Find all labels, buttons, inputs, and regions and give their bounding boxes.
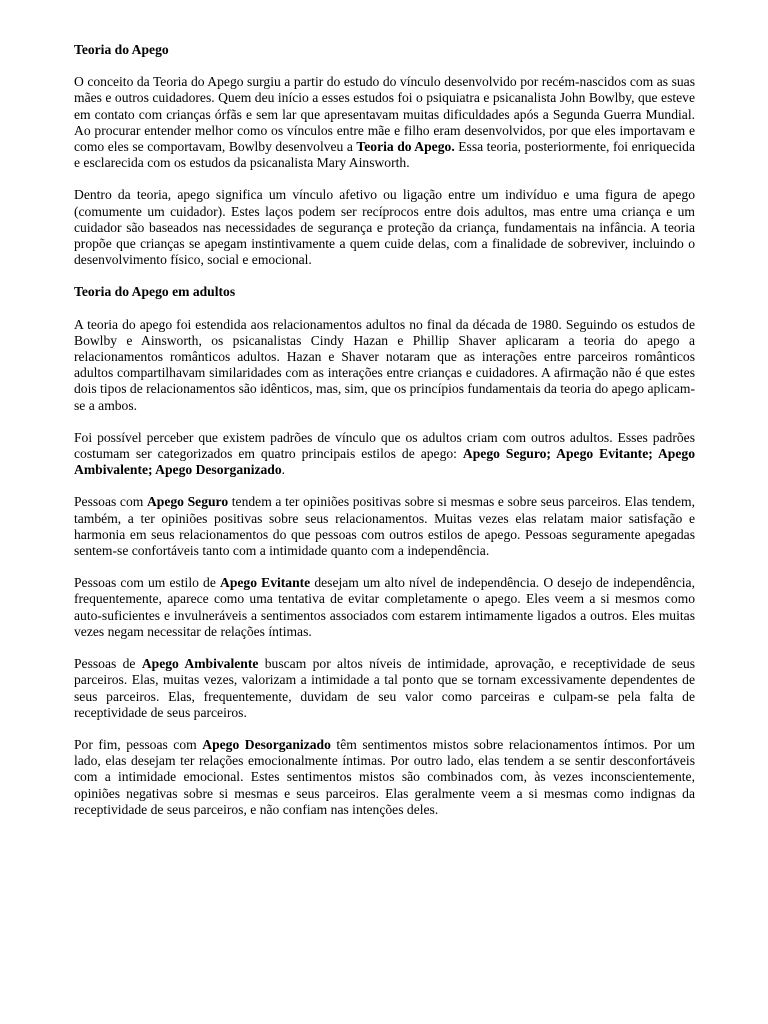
paragraph-avoidant-text-end: desejam um alto nível de independência. O desejo de independência, frequentemente, aparece como uma tentativa de evitar completamente o apego. Eles veem a si mesmos como auto-suficientes e invulneráveis a sentimentos associados com estarem intimamente ligados a outros. Eles muitas vezes negam necessitar de relações íntimas. [74, 575, 695, 639]
paragraph-intro-text: O conceito da Teoria do Apego surgiu a partir do estudo do vínculo desenvolvido por recém-nascidos com as suas mães e outros cuidadores. Quem deu início a esses estudos foi o psiquiatra e psicanalista John Bowlby, que esteve em contato com crianças órfãs e sem lar que apresentavam muitas dificuldades após a Segunda Guerra Mundial. Ao procurar entender melhor como os vínculos entre mãe e filho eram desenvolvidos, por que eles importavam e como eles se comportavam, Bowlby desenvolveu a [74, 74, 695, 155]
paragraph-ambivalent-text: Pessoas de [74, 656, 142, 672]
paragraph-secure-text: Pessoas com [74, 494, 147, 510]
paragraph-definition: Dentro da teoria, apego significa um vínculo afetivo ou ligação entre um indivíduo e uma figura de apego (comumente um cuidador). Estes laços podem ser recíprocos entre dois adultos, mas entre uma criança e um cuidador são baseados nas necessidades de segurança e proteção da criança, fundamentais na infância. A teoria propõe que crianças se apegam instintivamente a quem cuide delas, com a finalidade de sobreviver, incluindo o desenvolvimento físico, social e emocional. [74, 187, 695, 268]
paragraph-disorganized [74, 737, 695, 818]
paragraph-adults: A teoria do apego foi estendida aos relacionamentos adultos no final da década de 1980. Seguindo os estudos de Bowlby e Ainsworth, os psicanalistas Cindy Hazan e Phillip Shaver aplicaram a teoria do apego a relacionamentos românticos adultos. Hazan e Shaver notaram que as interações entre parceiros românticos adultos compartilhavam similaridades com as interações entre crianças e cuidadores. A afirmação não é que estes dois tipos de relacionamentos são idênticos, mas, sim, que os princípios fundamentais da teoria do apego aplicam-se a ambos. [74, 316, 696, 413]
paragraph-styles-text: Foi possível perceber que existem padrões de vínculo que os adultos criam com outros adultos. Esses padrões costumam ser categorizados em quatro principais estilos de apego: [74, 429, 695, 462]
paragraph-styles-text-end: . [281, 462, 286, 478]
paragraph-intro-text-end: Essa teoria, posteriormente, foi enriquecida e esclarecida com os estudos da psicanalista Mary Ainsworth. [74, 139, 695, 171]
paragraph-styles-bold: Apego Seguro; Apego Evitante; Apego Ambivalente; Apego Desorganizado [74, 446, 695, 478]
document-title: Teoria do Apego [74, 42, 169, 57]
paragraph-intro-bold: Teoria do Apego. [356, 139, 455, 155]
paragraph-avoidant-bold: Apego Evitante [220, 575, 311, 591]
document-page [74, 42, 695, 834]
paragraph-disorganized-text: Por fim, pessoas com [74, 736, 203, 752]
paragraph-secure [74, 494, 695, 559]
paragraph-ambivalent [74, 656, 695, 721]
paragraph-disorganized-text-end: têm sentimentos mistos sobre relacionamentos íntimos. Por um lado, elas desejam ter relações emocionalmente íntimas. Por outro lado, elas tendem a se sentir desconfortáveis com a intimidade emocional. Estes sentimentos mistos são combinados com, às vezes inconscientemente, opiniões negativas sobre si mesmas e seus parceiros. Elas geralmente veem a si mesmas como indignas da receptividade de seus parceiros, e não confiam nas intenções deles. [74, 736, 695, 817]
paragraph-avoidant [74, 575, 695, 640]
paragraph-ambivalent-bold: Apego Ambivalente [141, 656, 259, 672]
section-subtitle: Teoria do Apego em adultos [74, 284, 236, 300]
paragraph-styles [74, 430, 695, 479]
paragraph-ambivalent-text-end: buscam por altos níveis de intimidade, aprovação, e receptividade de seus parceiros. Elas, muitas vezes, valorizam a intimidade a tal ponto que se tornam excessivamente dependentes de seus parceiros. Elas, frequentemente, duvidam de seu valor como parceiras e culpam-se pela falta de receptividade de seus parceiros. [74, 656, 695, 720]
paragraph-disorganized-bold: Apego Desorganizado [202, 736, 331, 752]
paragraph-avoidant-text: Pessoas com um estilo de [74, 575, 220, 591]
paragraph-secure-text-end: tendem a ter opiniões positivas sobre si mesmas e sobre seus parceiros. Elas tendem, também, a ter opiniões positivas sobre seus relacionamentos. Muitas vezes elas relatam maior satisfação e harmonia em seus relacionamentos do que pessoas com outros estilos de apego. Pessoas seguramente apegadas sentem-se confortáveis tanto com a intimidade quanto com a independência. [74, 494, 695, 559]
paragraph-intro [74, 74, 695, 171]
paragraph-secure-bold: Apego Seguro [146, 494, 229, 510]
